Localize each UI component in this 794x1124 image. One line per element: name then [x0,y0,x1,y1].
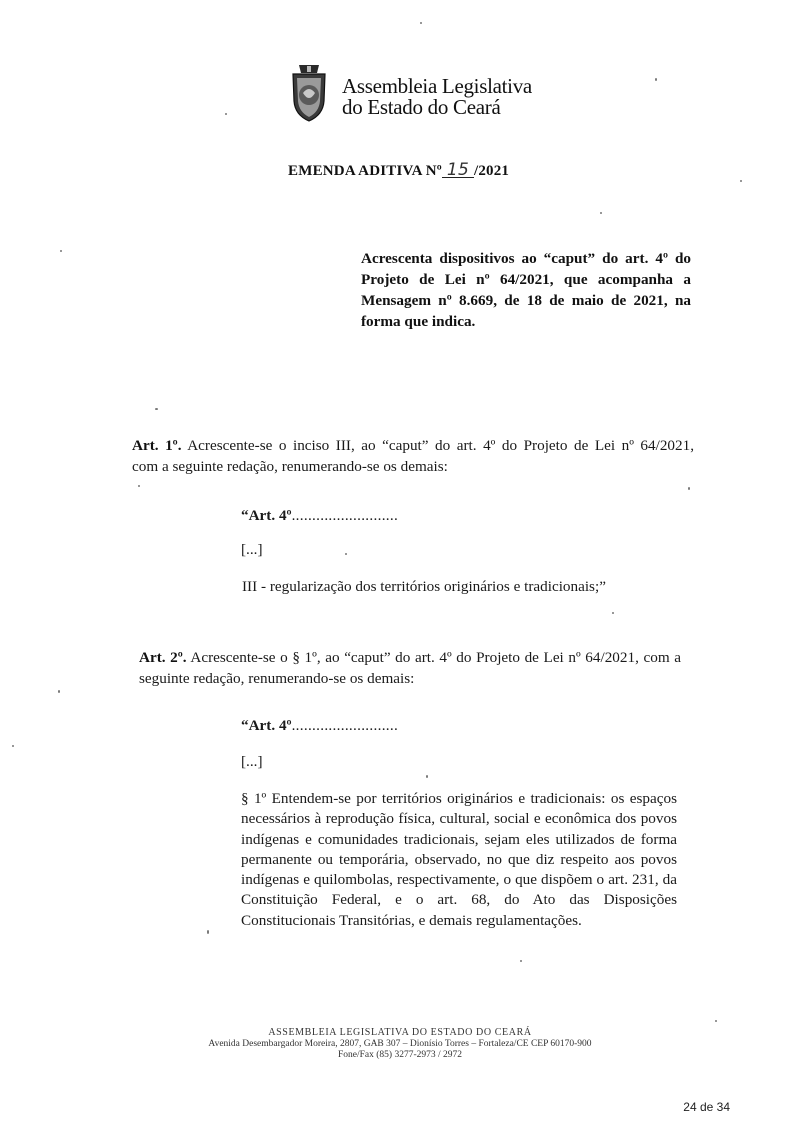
article-1-quote-dots: .......................... [291,507,399,524]
ementa: Acrescenta dispositivos ao “caput” do art. 4º do Projeto de Lei nº 64/2021, que acompanha a Mensagem nº 8.669, de 18 de maio de 2021, na forma que indica. [361,250,691,330]
footer-line-1: ASSEMBLEIA LEGISLATIVA DO ESTADO DO CEARÁ [268,1027,532,1038]
article-1 [132,435,694,477]
article-1-inciso: III - regularização dos territórios originários e tradicionais;” [242,578,606,595]
org-line-1: Assembleia Legislativa [342,74,532,98]
article-2 [139,647,681,689]
article-1-line-1: Acrescente-se o inciso III, ao “caput” do art. 4º do Projeto de Lei nº 64/2021, [187,437,695,454]
article-2-quote-heading [241,717,398,735]
page-number: 24 de 34 [683,1100,730,1114]
article-1-ellipsis: [...] [241,541,263,558]
title-prefix: EMENDA ADITIVA Nº [288,163,442,179]
organization-name [342,76,532,118]
org-line-2: do Estado do Ceará [342,95,501,119]
article-1-line-2: com a seguinte redação, renumerando-se os demais: [132,458,448,475]
amendment-number: 15 [442,163,474,178]
title-year: /2021 [473,163,510,179]
article-1-quote-heading [241,507,398,525]
article-2-label: Art. 2º. [139,649,187,666]
footer-line-3: Fone/Fax (85) 3277-2973 / 2972 [337,1050,463,1060]
article-1-label: Art. 1º. [132,437,182,454]
footer [150,1027,650,1062]
document-title [288,160,510,180]
article-2-quote-dots: .......................... [291,717,399,734]
article-2-paragraph: § 1º Entendem-se por territórios originários e tradicionais: os espaços necessários à reprodução física, cultural, social e econômica dos povos indígenas e comunidades tradicionais, sejam eles utilizados de forma permanente ou temporária, observado, no que diz respeito aos povos indígenas e quilombolas, respectivamente, o que dispõem o art. 231, da Constituição Federal, e o art. 68, do Ato das Disposições Constitucionais Transitórias, e demais regulamentações. [241,790,677,929]
article-2-ellipsis: [...] [241,753,263,770]
footer-line-2: Avenida Desembargador Moreira, 2807, GAB 307 – Dionísio Torres – Fortaleza/CE CEP 60170-900 [208,1038,592,1049]
article-2-line-1: Acrescente-se o § 1º, ao “caput” do art. 4º do Projeto de Lei nº 64/2021, com a [190,649,681,666]
coat-of-arms-icon [287,61,331,123]
article-2-quote-label: “Art. 4º [241,717,292,734]
article-1-quote-label: “Art. 4º [241,507,292,524]
article-2-line-2: seguinte redação, renumerando-se os demais: [139,670,415,687]
